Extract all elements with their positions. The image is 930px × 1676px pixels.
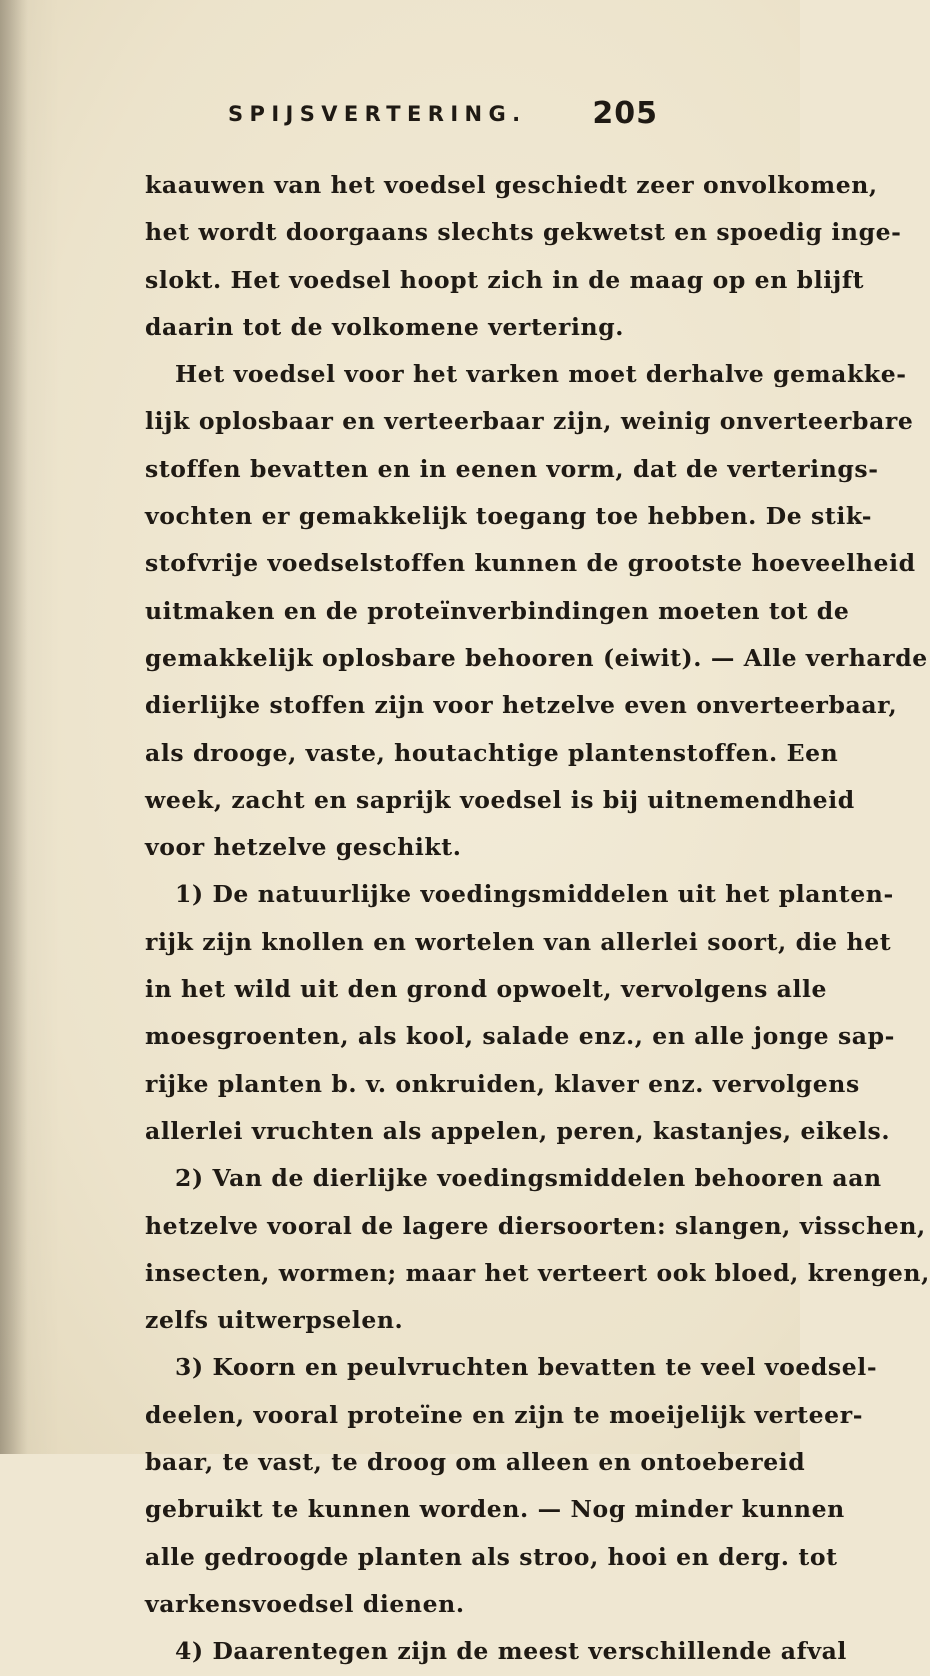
text-line: 2) Van de dierlijke voedingsmiddelen behooren aan [175, 1164, 882, 1193]
text-line: kaauwen van het voedsel geschiedt zeer onvolkomen, [145, 171, 878, 199]
text-line: baar, te vast, te droog om alleen en ontoebereid [145, 1448, 806, 1477]
text-line: rijke planten b. v. onkruiden, klaver enz. vervolgens [145, 1069, 860, 1098]
text-line: het wordt doorgaans slechts gekwetst en spoedig inge- [145, 218, 902, 247]
text-line: stoffen bevatten en in eenen vorm, dat de verterings- [145, 454, 879, 483]
text-line: vochten er gemakkelijk toegang toe hebben. De stik- [145, 502, 873, 531]
text-line: voor hetzelve geschikt. [145, 833, 462, 862]
text-line: stofvrije voedselstoffen kunnen de grootste hoeveelheid [145, 549, 916, 578]
text-line: dierlijke stoffen zijn voor hetzelve even onverteerbaar, [145, 691, 898, 720]
text-line: 4) Daarentegen zijn de meest verschillende afval [175, 1637, 847, 1666]
running-head [228, 96, 658, 136]
text-line: gemakkelijk oplosbare behooren (eiwit). — Alle verharde [145, 643, 928, 672]
text-line: daarin tot de volkomene vertering. [145, 312, 625, 341]
text-line: varkensvoedsel dienen. [145, 1589, 465, 1618]
text-line: alle gedroogde planten als stroo, hooi en derg. tot [145, 1542, 838, 1571]
text-line: 1) De natuurlijke voedingsmiddelen uit het planten- [175, 880, 894, 909]
text-line: deelen, vooral proteïne en zijn te moeijelijk verteer- [145, 1400, 864, 1429]
text-line: uitmaken en de proteïnverbindingen moeten tot de [145, 596, 850, 625]
running-title: SPIJSVERTERING. [228, 102, 527, 126]
text-line: moesgroenten, als kool, salade enz., en alle jonge sap- [145, 1022, 895, 1051]
text-line: hetzelve vooral de lagere diersoorten: slangen, visschen, [145, 1211, 926, 1240]
text-line: rijk zijn knollen en wortelen van allerlei soort, die het [145, 927, 892, 956]
text-line: in het wild uit den grond opwoelt, vervolgens alle [145, 975, 828, 1004]
text-line: lijk oplosbaar en verteerbaar zijn, weinig onverteerbare [145, 407, 914, 436]
text-line: zelfs uitwerpselen. [145, 1306, 404, 1335]
page-number: 205 [592, 96, 658, 131]
gutter-shadow [0, 0, 28, 1454]
text-line: als drooge, vaste, houtachtige plantenstoffen. Een [145, 738, 839, 767]
text-line: Het voedsel voor het varken moet derhalve gemakke- [175, 360, 907, 389]
text-line: 3) Koorn en peulvruchten bevatten te veel voedsel- [175, 1353, 878, 1382]
text-line: gebruikt te kunnen worden. — Nog minder kunnen [145, 1495, 845, 1524]
text-line: insecten, wormen; maar het verteert ook bloed, krengen, [145, 1258, 930, 1287]
text-line: week, zacht en saprijk voedsel is bij uitnemendheid [145, 785, 855, 814]
text-line: slokt. Het voedsel hoopt zich in de maag op en blijft [145, 265, 865, 294]
text-line: allerlei vruchten als appelen, peren, kastanjes, eikels. [145, 1116, 891, 1145]
body-text [145, 162, 930, 1676]
